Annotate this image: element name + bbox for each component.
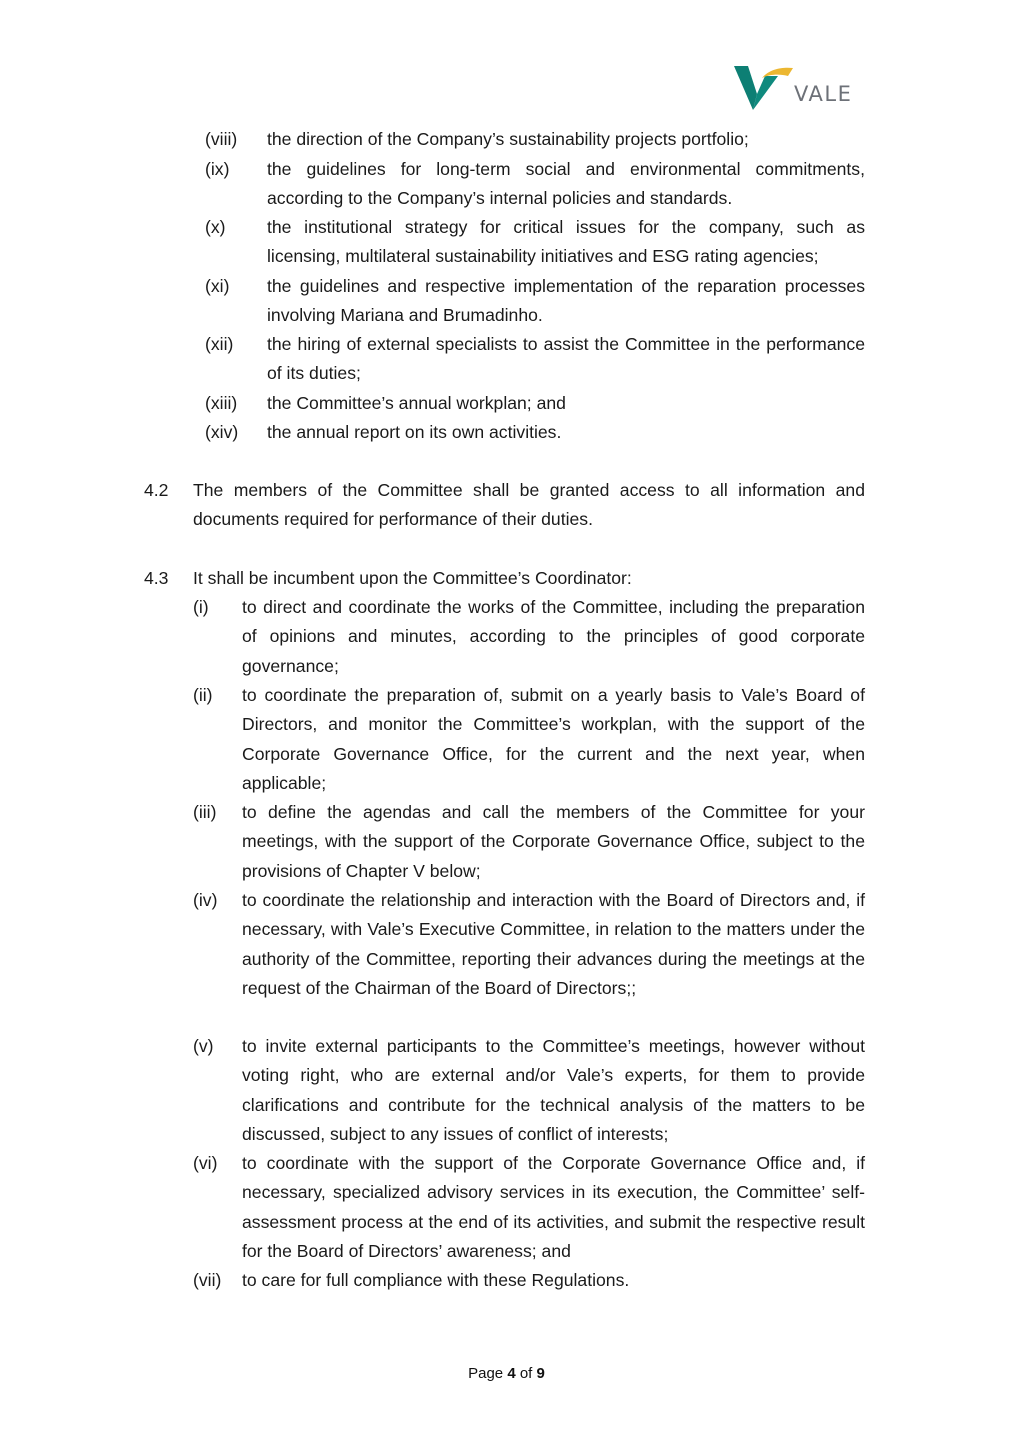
- footer-of-word: of: [519, 1365, 533, 1382]
- sub-item-text: to coordinate the relationship and interaction with the Board of Directors and, if necessary, with Vale’s Executive Committee, in relation to the matters under the authority of the Committee, reporting their advances during the meetings at the request of the Chairman of the Board of Directors;;: [242, 890, 865, 998]
- sub-item-number: (iii): [193, 802, 217, 822]
- sub-item-number: (vi): [193, 1153, 218, 1173]
- sub-item-number: (iv): [193, 890, 218, 910]
- list-item-number: (xii): [205, 334, 234, 354]
- list-item-text: the guidelines for long-term social and environmental commitments, according to the Company’s internal policies and standards.: [267, 159, 865, 209]
- sub-item-text: to define the agendas and call the members of the Committee for your meetings, with the support of the Corporate Governance Office, subject to the provisions of Chapter V below;: [242, 802, 865, 881]
- sub-item-text: to care for full compliance with these Regulations.: [242, 1270, 630, 1290]
- list-item-number: (xiii): [205, 393, 238, 413]
- logo-green-left: [734, 66, 757, 110]
- list-item-number: (x): [205, 217, 226, 237]
- footer-page-word: Page: [468, 1365, 504, 1382]
- section-number: 4.2: [144, 480, 169, 500]
- sub-item-text: to direct and coordinate the works of the Committee, including the preparation of opinions and minutes, according to the principles of good corporate governance;: [242, 597, 865, 676]
- sub-item-number: (v): [193, 1036, 214, 1056]
- logo-green-right: [753, 76, 778, 110]
- section-text: The members of the Committee shall be granted access to all information and documents required for performance of their duties.: [193, 480, 865, 530]
- section-number: 4.3: [144, 568, 169, 588]
- list-item-number: (xi): [205, 276, 230, 296]
- section-text: It shall be incumbent upon the Committee’s Coordinator:: [193, 568, 632, 588]
- list-item-text: the Committee’s annual workplan; and: [267, 393, 566, 413]
- sub-item-text: to coordinate with the support of the Corporate Governance Office and, if necessary, specialized advisory services in its execution, the Committee’ self-assessment process at the end of its activities, and submit the respective result for the Board of Directors’ awareness; and: [242, 1153, 865, 1261]
- list-item-number: (ix): [205, 159, 230, 179]
- footer-page-current: 4: [507, 1365, 516, 1382]
- list-item-number: (xiv): [205, 422, 239, 442]
- list-item-number: (viii): [205, 129, 238, 149]
- sub-item-number: (i): [193, 597, 209, 617]
- sub-item-text: to coordinate the preparation of, submit on a yearly basis to Vale’s Board of Directors, and monitor the Committee’s workplan, with the support of the Corporate Governance Office, for the current and the next year, when applicable;: [242, 685, 865, 793]
- footer-page-total: 9: [536, 1365, 545, 1382]
- vale-logo: [732, 64, 854, 114]
- logo-text: VALE: [794, 82, 853, 106]
- list-item-text: the annual report on its own activities.: [267, 422, 562, 442]
- list-item-text: the direction of the Company’s sustainability projects portfolio;: [267, 129, 749, 149]
- list-item-text: the hiring of external specialists to assist the Committee in the performance of its duties;: [267, 334, 865, 384]
- list-item-text: the institutional strategy for critical issues for the company, such as licensing, multilateral sustainability initiatives and ESG rating agencies;: [267, 217, 865, 267]
- page-footer: [0, 1365, 1013, 1382]
- sub-item-number: (vii): [193, 1270, 222, 1290]
- vale-logo-mark: [732, 64, 794, 114]
- sub-item-text: to invite external participants to the Committee’s meetings, however without voting right, who are external and/or Vale’s experts, for them to provide clarifications and contribute for the technical analysis of the matters to be discussed, subject to any issues of conflict of interests;: [242, 1036, 865, 1144]
- sub-item-number: (ii): [193, 685, 213, 705]
- list-item-text: the guidelines and respective implementation of the reparation processes involving Mariana and Brumadinho.: [267, 276, 865, 326]
